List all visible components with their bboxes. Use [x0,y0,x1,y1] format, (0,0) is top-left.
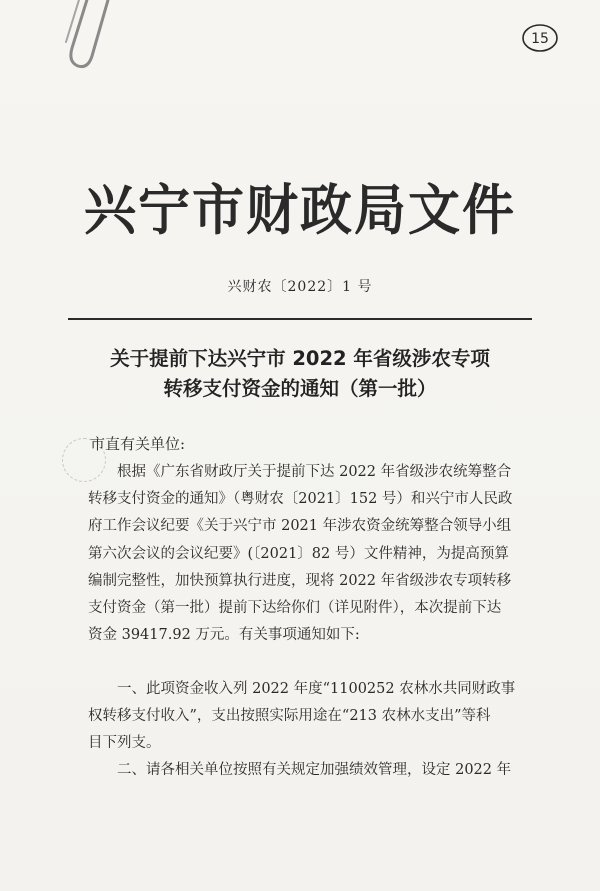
handwritten-page-number [520,22,560,54]
notice-title-line: 转移支付资金的通知（第一批） [163,377,437,400]
paragraph-line: 权转移支付收入”，支出按照实际用途在“213 农林水支出”等科 [88,708,491,725]
salutation: 市直有关单位: [90,435,186,453]
paragraph-line: 府工作会议纪要《关于兴宁市 2021 年涉农资金统筹整合领导小组 [88,518,512,535]
paragraph-line: 支付资金（第一批）提前下达给你们（详见附件），本次提前下达 [88,600,502,617]
paragraph-2 [88,676,532,758]
circle-mark-icon [520,22,560,54]
paragraph-line: 根据《广东省财政厅关于提前下达 2022 年省级涉农统筹整合 [117,464,512,480]
notice-title [60,344,540,404]
document-header-title: 兴宁市财政局文件 [83,179,516,243]
paragraph-line: 二、请各相关单位按照有关规定加强绩效管理，设定 2022 年 [117,762,512,778]
paragraph-3 [88,757,532,784]
page-mark-text: 15 [531,31,549,47]
paragraph-line: 第六次会议的会议纪要》(〔2021〕82 号）文件精神，为提高预算 [88,545,509,562]
notice-title-line: 关于提前下达兴宁市 2022 年省级涉农专项 [110,347,490,370]
paragraph-1 [88,459,532,649]
paperclip-icon [52,0,112,80]
paragraph-line: 一、此项资金收入列 2022 年度“1100252 农林水共同财政事 [117,681,516,697]
document-number: 兴财农〔2022〕1 号 [227,279,373,295]
paragraph-line: 目下列支。 [88,735,161,752]
paragraph-line: 编制完整性，加快预算执行进度，现将 2022 年省级涉农专项转移 [88,572,512,589]
header-divider [68,318,532,320]
paragraph-line: 资金 39417.92 万元。有关事项通知如下: [88,627,360,644]
paragraph-line: 转移支付资金的通知》（粤财农〔2021〕152 号）和兴宁市人民政 [88,491,513,508]
